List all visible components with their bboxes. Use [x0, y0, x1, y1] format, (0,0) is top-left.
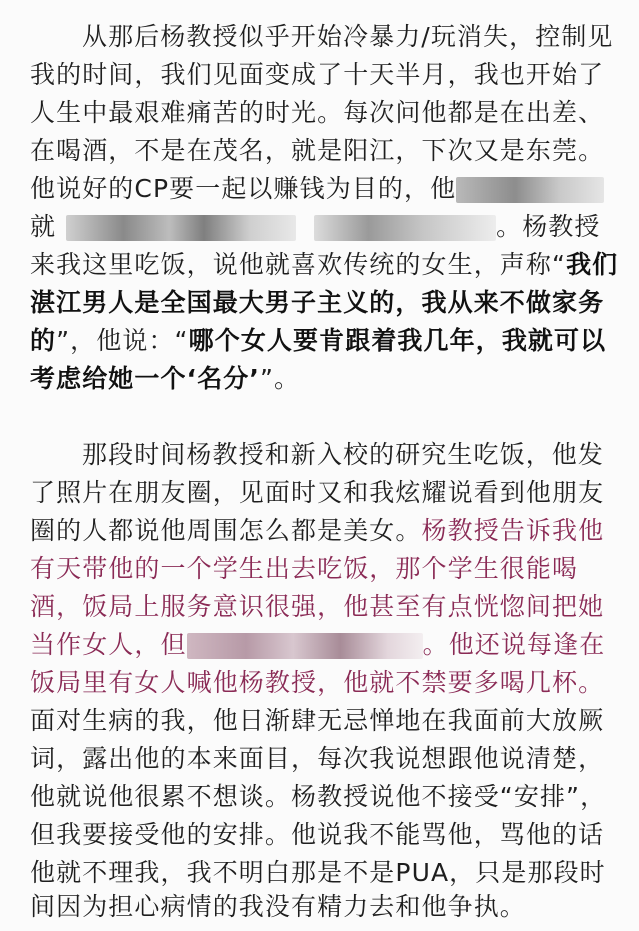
text-line: [30, 284, 610, 322]
text: 词，露出他的本来面目，每次我说想跟他说清楚，: [30, 744, 605, 773]
highlighted-text: 饭局里有女人喊他杨教授，他就不禁要多喝几杯。: [30, 668, 605, 697]
highlighted-text: 酒，饭局上服务意识很强，他甚至有点恍惚间把她: [30, 592, 605, 621]
text-line: [30, 816, 610, 854]
text: 面对生病的我，他日渐肆无忌惮地在我面前大放厥: [30, 706, 605, 735]
text-line: [30, 56, 610, 94]
text: 间因为担心病情的我没有精力去和他争执。: [30, 892, 526, 921]
text: ”。: [260, 364, 301, 393]
redacted-blur: [314, 215, 496, 241]
text: 他就说他很累不想谈。杨教授说他不接受“安排”，: [30, 782, 607, 811]
text-line: [30, 550, 610, 588]
text-line: [30, 740, 610, 778]
text: 从那后杨教授似乎开始冷暴力/玩消失，控制见: [82, 22, 614, 51]
redacted-blur: [66, 215, 296, 241]
bold-text: 湛江男人是全国最大男子主义的，我从来不做家务: [30, 288, 605, 317]
text: 圈的人都说他周围怎么都是美女。: [30, 516, 422, 545]
text-line: [30, 512, 610, 550]
redacted-blur: [456, 177, 604, 203]
highlighted-text: 杨教授告诉我他: [421, 516, 605, 545]
text-line: [30, 322, 610, 360]
text-line: [30, 888, 610, 926]
text-line: [30, 588, 610, 626]
text: 我的时间，我们见面变成了十天半月，我也开始了: [30, 60, 605, 89]
text-line: [30, 208, 610, 246]
text: 就: [30, 212, 57, 241]
text: 那段时间杨教授和新入校的研究生吃饭，他发: [82, 440, 605, 469]
text: 在喝酒，不是在茂名，就是阳江，下次又是东莞。: [30, 136, 605, 165]
text-line: [30, 664, 610, 702]
text: 他就不理我，我不明白那是不是PUA，只是那段时: [30, 858, 606, 887]
redacted-blur: [187, 633, 423, 659]
text: 了照片在朋友圈，见面时又和我炫耀说看到他朋友: [30, 478, 605, 507]
text-line: [30, 170, 610, 208]
highlighted-text: 。他还说每逢在: [422, 630, 606, 659]
bold-text: 哪个女人要肯跟着我几年，我就可以: [188, 326, 607, 355]
text-line: [30, 778, 610, 816]
text: 但我要接受他的安排。他说我不能骂他，骂他的话: [30, 820, 605, 849]
bold-text: 的: [30, 326, 57, 355]
text-line: [30, 94, 610, 132]
text-line: [30, 854, 610, 892]
text: ”，他说：“: [56, 326, 189, 355]
text-line: [30, 360, 610, 398]
bold-text: 我们: [566, 250, 619, 279]
text-line: [30, 474, 610, 512]
highlighted-text: 当作女人，但: [30, 630, 187, 659]
text: 他说好的CP要一起以赚钱为目的，他: [30, 174, 457, 203]
text-line: [30, 18, 614, 56]
text-line: [30, 132, 610, 170]
text: 来我这里吃饭，说他就喜欢传统的女生，声称“: [30, 250, 567, 279]
text-line: [30, 436, 610, 474]
bold-text: 考虑给她一个‘名分’: [30, 364, 260, 393]
text: 人生中最艰难痛苦的时光。每次问他都是在出差、: [30, 98, 605, 127]
text-line: [30, 246, 619, 284]
text-line: [30, 626, 610, 664]
text: 。杨教授: [496, 212, 601, 241]
highlighted-text: 有天带他的一个学生出去吃饭，那个学生很能喝: [30, 554, 579, 583]
text-line: [30, 702, 610, 740]
